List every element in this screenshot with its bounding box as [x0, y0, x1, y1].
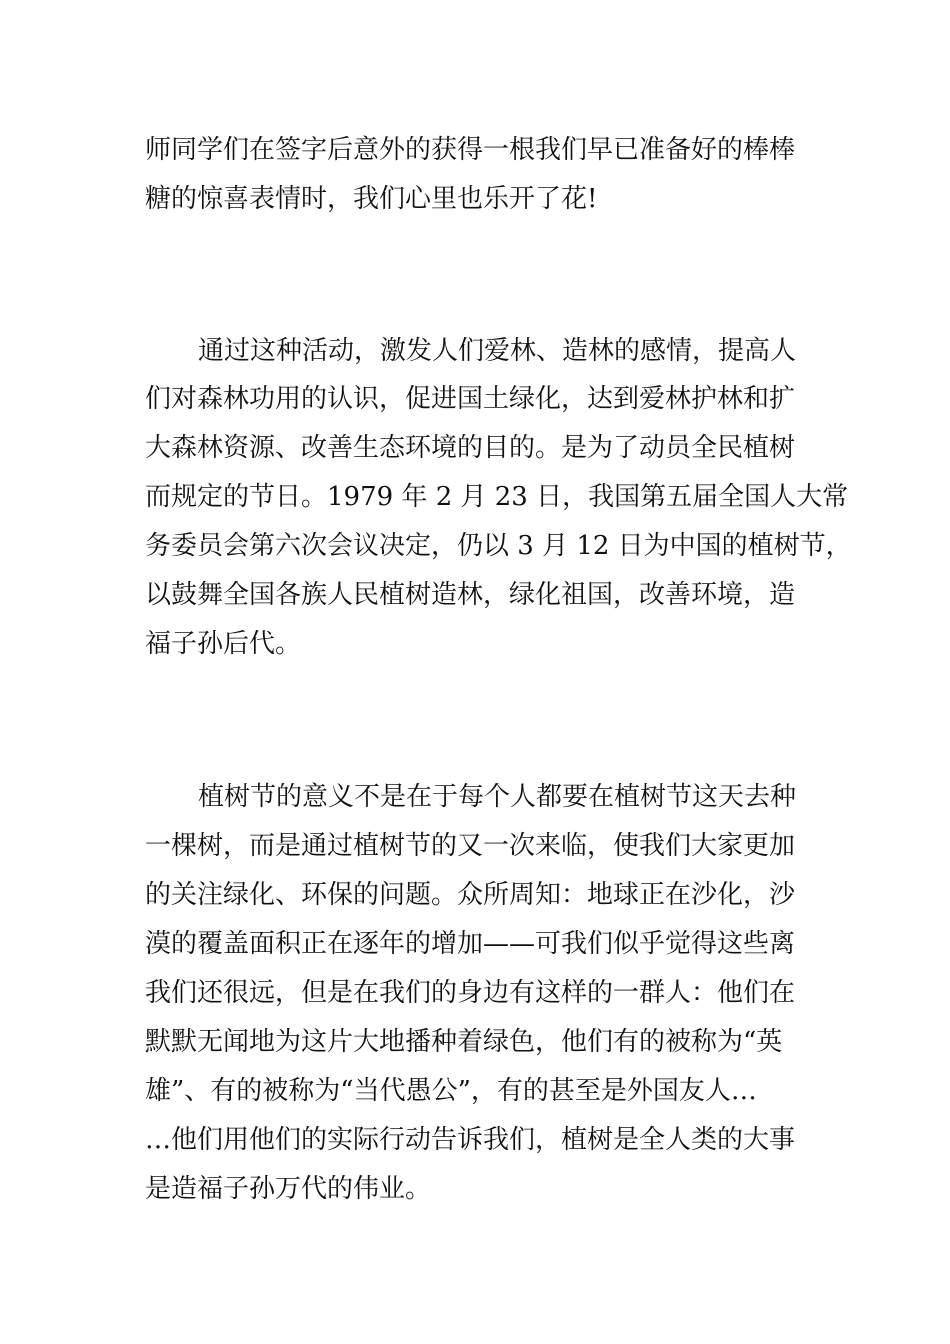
paragraph-2-line-1: 通过这种活动，激发人们爱林、造林的感情，提高人 [198, 336, 797, 366]
paragraph-2-line-6: 以鼓舞全国各族人民植树造林，绿化祖国，改善环境，造 [145, 580, 796, 610]
paragraph-1-line-1: 师同学们在签字后意外的获得一根我们早已准备好的棒棒 [145, 135, 796, 165]
paragraph-3-line-9: 是造福子孙万代的伟业。 [145, 1174, 432, 1204]
paragraph-3-line-1: 植树节的意义不是在于每个人都要在植树节这天去种 [198, 782, 797, 812]
paragraph-3-line-8: …他们用他们的实际行动告诉我们，植树是全人类的大事 [145, 1125, 796, 1155]
paragraph-2-line-2: 们对森林功用的认识，促进国土绿化，达到爱林护林和扩 [145, 384, 796, 414]
paragraph-3-line-5: 我们还很远，但是在我们的身边有这样的一群人：他们在 [145, 978, 796, 1008]
paragraph-2-line-4: 而规定的节日。1979 年 2 月 23 日，我国第五届全国人大常 [145, 482, 849, 512]
paragraph-2-line-3: 大森林资源、改善生态环境的目的。是为了动员全民植树 [145, 433, 796, 463]
paragraph-2-line-7: 福子孙后代。 [145, 629, 302, 659]
paragraph-3-line-4: 漠的覆盖面积正在逐年的增加——可我们似乎觉得这些离 [145, 929, 796, 959]
paragraph-1-line-2: 糖的惊喜表情时，我们心里也乐开了花! [145, 184, 598, 214]
paragraph-2-line-5: 务委员会第六次会议决定，仍以 3 月 12 日为中国的植树节， [145, 531, 852, 561]
paragraph-3-line-6: 默默无闻地为这片大地播种着绿色，他们有的被称为“英 [145, 1027, 783, 1057]
paragraph-3-line-7: 雄”、有的被称为“当代愚公”，有的甚至是外国友人… [145, 1076, 757, 1106]
paragraph-3-line-3: 的关注绿化、环保的问题。众所周知：地球正在沙化，沙 [145, 880, 796, 910]
paragraph-3-line-2: 一棵树，而是通过植树节的又一次来临，使我们大家更加 [145, 831, 796, 861]
